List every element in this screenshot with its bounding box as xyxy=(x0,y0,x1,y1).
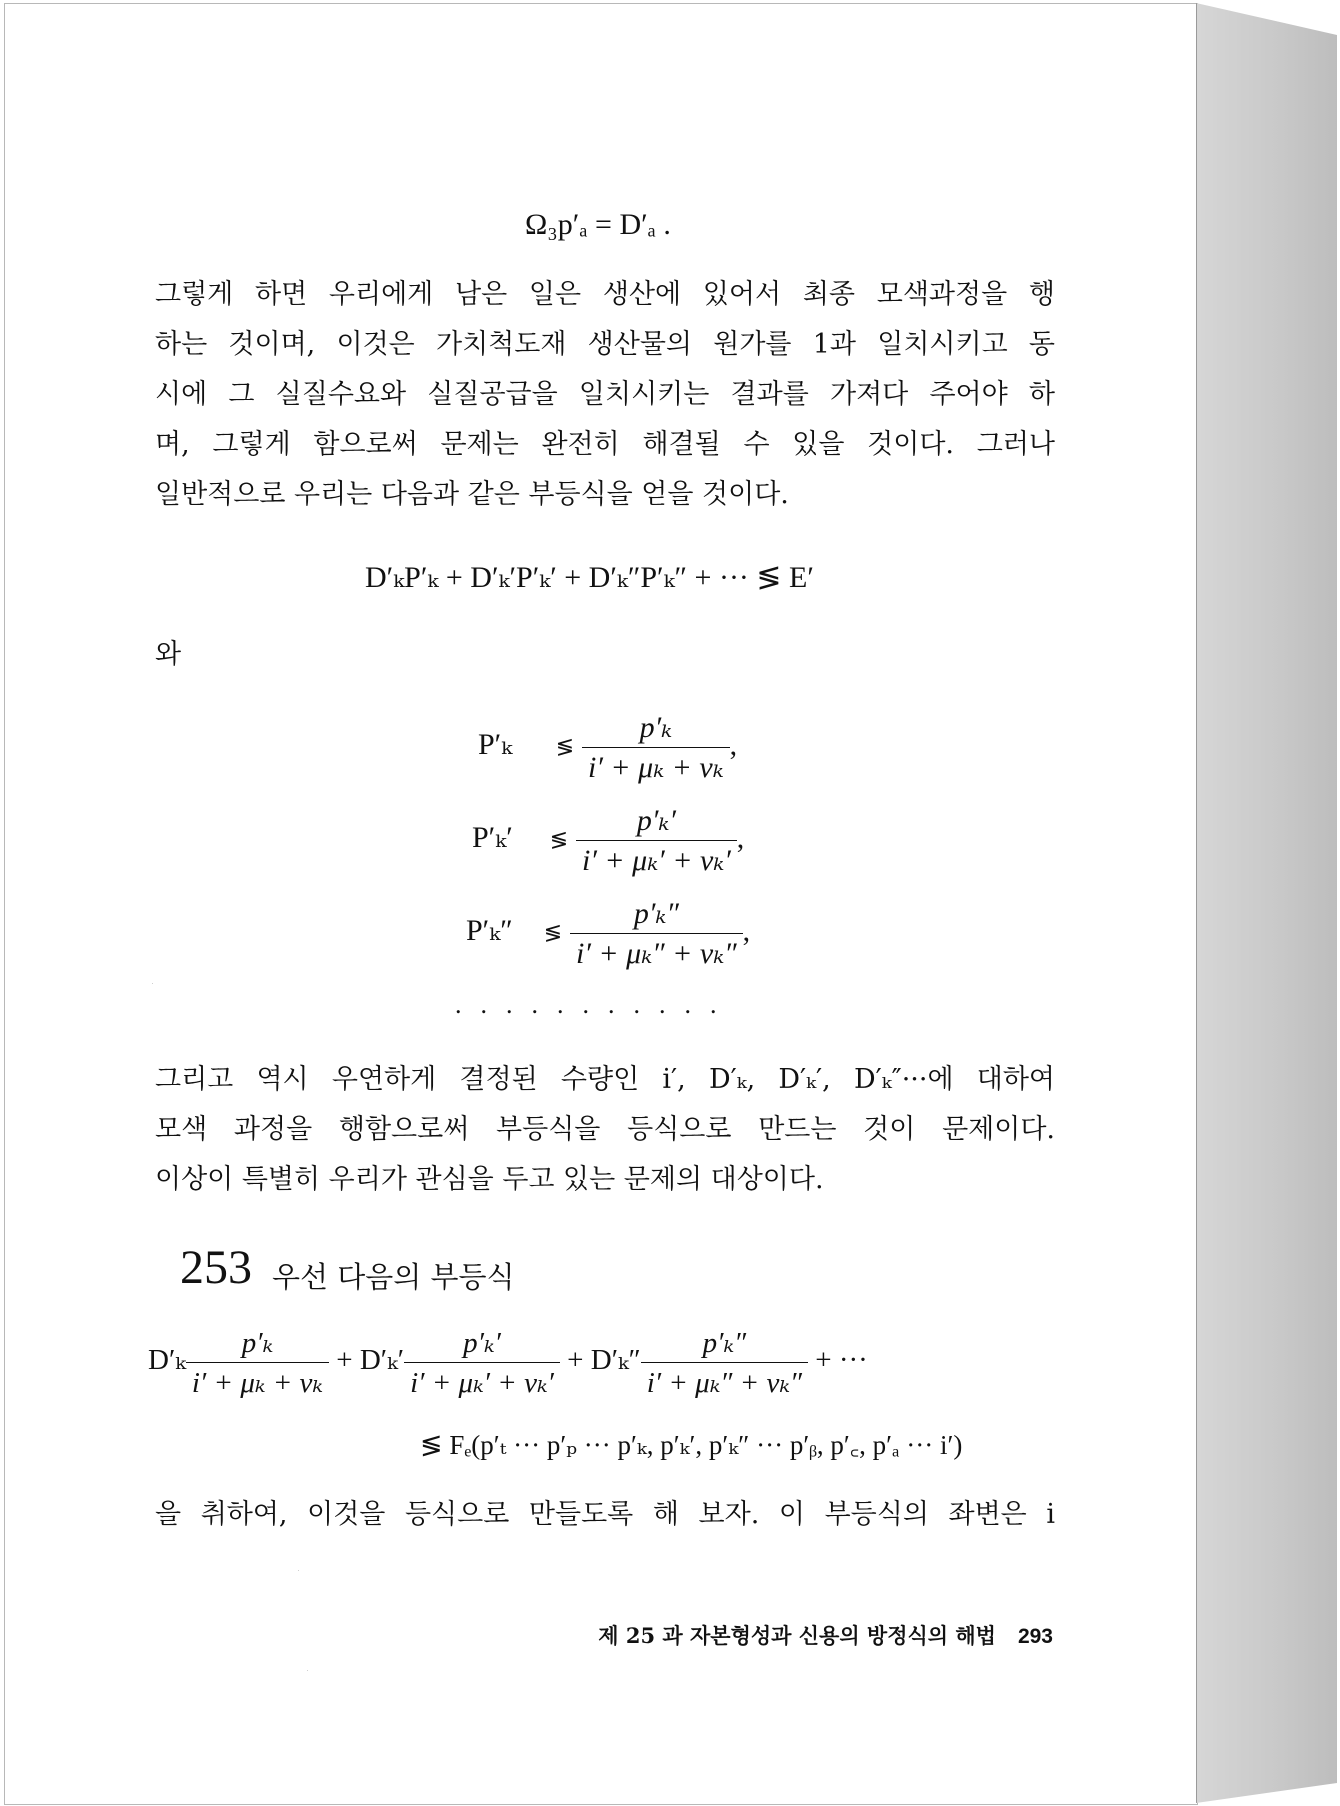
fraction-numerator: p′ₖ″ xyxy=(702,1327,747,1359)
fraction-numerator: p′ₖ″ xyxy=(633,897,679,930)
page-number: 293 xyxy=(1017,1625,1053,1648)
term-coefficient: D′ₖ xyxy=(148,1344,186,1377)
paragraph-2-line: 그리고 역시 우연하게 결정된 수량인 i′, D′ₖ, D′ₖ′, D′ₖ″···에 대하여 xyxy=(155,1064,1055,1095)
inequality-rhs: ≶ Fₑ(p′ₜ ··· p′ₚ ··· p′ₖ, p′ₖ′, p′ₖ″ ··· p′ᵦ, p′꜀, p′ₐ ··· i′) xyxy=(420,1430,963,1460)
inequality-row xyxy=(472,803,744,878)
series-tail: + ··· xyxy=(815,1344,868,1377)
fraction-numerator: p′ₖ′ xyxy=(463,1327,501,1359)
fraction xyxy=(582,710,730,785)
comma: , xyxy=(742,914,751,948)
fraction-denominator: i′ + μₖ + νₖ xyxy=(582,747,730,785)
scan-speck xyxy=(152,983,153,984)
scan-speck xyxy=(307,1670,308,1671)
paragraph-3-line: 을 취하여, 이것을 등식으로 만들도록 해 보자. 이 부등식의 좌변은 i xyxy=(155,1499,1055,1530)
book-spine xyxy=(1196,3,1337,1803)
paragraph-1-line: 그렇게 하면 우리에게 남은 일은 생산에 있어서 최종 모색과정을 행 xyxy=(155,279,1055,310)
equation-top: Ω₃p′ₐ = D′ₐ . xyxy=(525,208,671,241)
inequality-row xyxy=(478,710,737,785)
paragraph-1 xyxy=(155,270,1055,520)
connector-word: 와 xyxy=(155,639,182,670)
less-greater-symbol: ≶ xyxy=(543,920,563,946)
fraction-denominator: i′ + μₖ′ + νₖ′ xyxy=(404,1362,560,1400)
paragraph-1-line: 며, 그렇게 함으로써 문제는 완전히 해결될 수 있을 것이다. 그러나 xyxy=(155,429,1055,460)
fraction xyxy=(186,1325,329,1400)
less-greater-symbol: ≶ xyxy=(549,827,569,853)
fraction xyxy=(404,1325,560,1400)
paragraph-2-line: 이상이 특별히 우리가 관심을 두고 있는 문제의 대상이다. xyxy=(155,1164,824,1195)
fraction-denominator: i′ + μₖ″ + νₖ″ xyxy=(570,933,743,971)
fraction-denominator: i′ + μₖ′ + νₖ′ xyxy=(576,840,737,878)
equation-sum: D′ₖP′ₖ + D′ₖ′P′ₖ′ + D′ₖ″P′ₖ″ + ··· ≶ E′ xyxy=(365,561,814,594)
inequality-row xyxy=(466,896,750,971)
fraction-numerator: p′ₖ xyxy=(241,1327,274,1359)
continuation-dots: ........... xyxy=(455,990,736,1019)
comma: , xyxy=(729,728,738,762)
inequality-lhs: P′ₖ xyxy=(478,728,513,762)
paragraph-1-line: 일반적으로 우리는 다음과 같은 부등식을 얻을 것이다. xyxy=(155,479,789,510)
inequality-lhs: P′ₖ″ xyxy=(466,914,513,948)
running-footer xyxy=(490,1620,1053,1650)
less-greater-symbol: ≶ xyxy=(555,734,575,760)
fraction xyxy=(570,896,743,971)
paragraph-1-line: 시에 그 실질수요와 실질공급을 일치시키는 결과를 가져다 주어야 하 xyxy=(155,379,1055,410)
scan-speck xyxy=(298,1570,299,1571)
term-coefficient: + D′ₖ′ xyxy=(336,1344,405,1377)
inequality-lhs: P′ₖ′ xyxy=(472,821,513,855)
comma: , xyxy=(736,821,745,855)
fraction-denominator: i′ + μₖ″ + νₖ″ xyxy=(641,1362,808,1400)
section-title: 우선 다음의 부등식 xyxy=(272,1260,515,1294)
fraction-numerator: p′ₖ xyxy=(639,711,673,744)
fraction xyxy=(641,1325,808,1400)
paragraph-1-line: 하는 것이며, 이것은 가치척도재 생산물의 원가를 1과 일치시키고 동 xyxy=(155,329,1055,360)
section-number: 253 xyxy=(180,1241,252,1294)
chapter-title: 제 25 과 자본형성과 신용의 방정식의 해법 xyxy=(598,1623,996,1648)
paragraph-2-line: 모색 과정을 행함으로써 부등식을 등식으로 만드는 것이 문제이다. xyxy=(155,1114,1055,1145)
term-coefficient: + D′ₖ″ xyxy=(567,1344,641,1377)
paragraph-2 xyxy=(155,1055,1055,1205)
fraction-denominator: i′ + μₖ + νₖ xyxy=(186,1362,329,1400)
big-inequality xyxy=(148,1325,868,1400)
fraction xyxy=(576,803,737,878)
paragraph-3 xyxy=(155,1490,1055,1540)
fraction-numerator: p′ₖ′ xyxy=(636,804,676,837)
